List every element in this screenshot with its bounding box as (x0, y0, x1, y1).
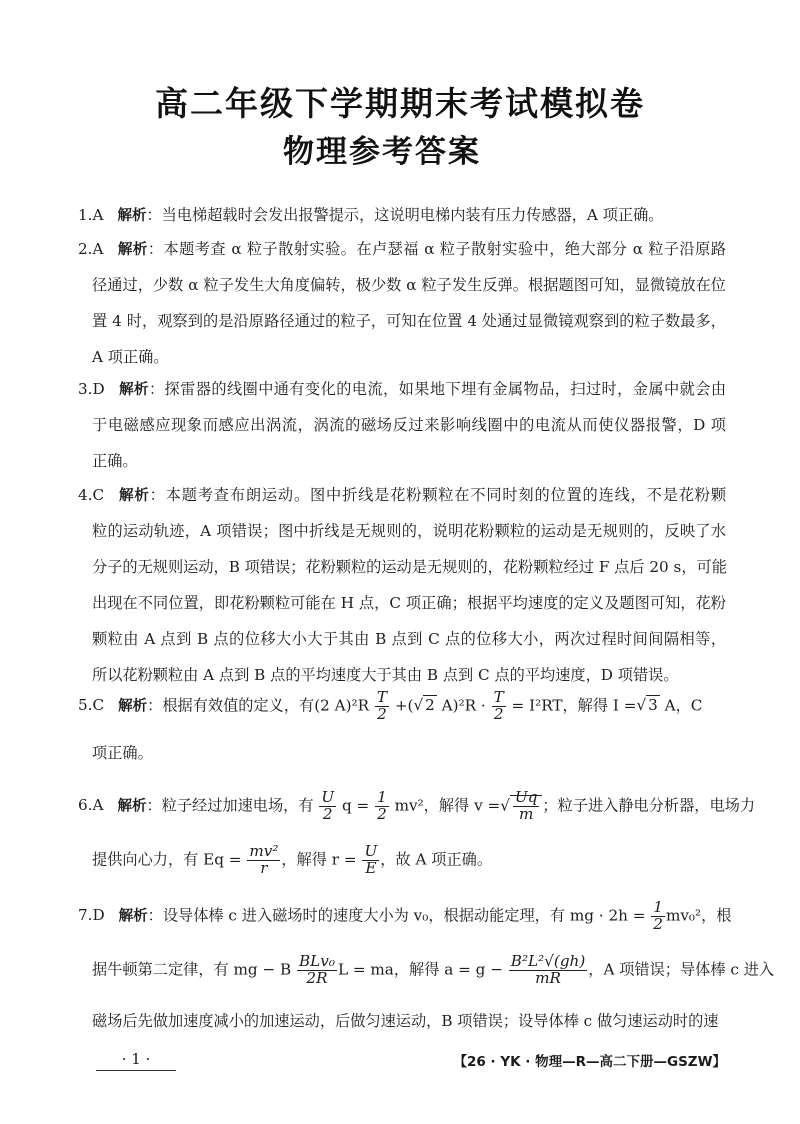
fraction-t-over-2: $\frac{T}{2}$ (493, 688, 504, 723)
analysis-label: 解析 (118, 698, 148, 715)
answer-number: 7.D (78, 906, 105, 925)
answer-line: 7.D 解析：设导体棒 c 进入磁场时的速度大小为 v₀，根据动能定理，有 mg · 2h = $\frac{1}{2}$ mv₀²，根 (78, 898, 732, 933)
answer-number: 2.A (78, 240, 104, 258)
answer-line: 径通过，少数 α 粒子发生大角度偏转，极少数 α 粒子发生反弹。根据题图可知，显微镜放在位 (92, 276, 726, 294)
answer-line: 出现在不同位置，即花粉颗粒可能在 H 点，C 项正确；根据平均速度的定义及题图可知，花粉 (92, 594, 726, 612)
answer-line: 于电磁感应现象而感应出涡流，涡流的磁场反过来影响线圈中的电流从而使仪器报警，D 项 (92, 416, 726, 434)
fraction-blv0-over-2r: $\frac{\text{BLv₀}}{2R}$ (299, 952, 335, 987)
answer-number: 6.A (78, 796, 104, 815)
answer-number: 5.C (78, 696, 105, 715)
answer-line: 据牛顿第二定律，有 mg − B $\frac{\text{BLv₀}}{2R}$ L = ma，解得 a = g − $\frac{\text{B²L²√(gh)}}{mR}$ ，A 项错误；导体棒 c 进入 (92, 952, 775, 987)
analysis-label: 解析 (118, 382, 149, 398)
page-number: · 1 · (96, 1050, 176, 1071)
answer-line: 磁场后先做加速度减小的加速运动，后做匀速运动，B 项错误；设导体棒 c 做匀速运动时的速 (92, 1012, 719, 1030)
answer-line: 正确。 (92, 452, 138, 470)
document-code: 【26 · YK · 物理—R—高二下册—GSZW】 (453, 1054, 726, 1070)
fraction-t-over-2: $\frac{T}{2}$ (376, 688, 387, 723)
answer-line: A 项正确。 (92, 348, 169, 366)
answer-number: 4.C (78, 486, 105, 504)
analysis-label: 解析 (117, 242, 148, 258)
answer-line: 置 4 时，观察到的是沿原路径通过的粒子，可知在位置 4 处通过显微镜观察到的粒子数最多， (92, 312, 726, 330)
page-title: 高二年级下学期期末考试模拟卷 (155, 84, 645, 123)
analysis-label: 解析 (118, 488, 150, 504)
answer-line: 2.A 解析：本题考查 α 粒子散射实验。在卢瑟福 α 粒子散射实验中，绝大部分 α 粒子沿原路 (78, 240, 727, 258)
answer-number: 3.D (78, 380, 105, 398)
answer-line: 5.C 解析：根据有效值的定义，有(2 A)²R $\frac{T}{2}$ +(√ 2 A)²R · $\frac{T}{2}$ = I²RT，解得 I =√ 3 A，C (78, 688, 703, 723)
sqrt-uq-over-m: √ $\frac{Uq}{m}$ (500, 790, 542, 823)
fraction-one-half: $\frac{1}{2}$ (377, 788, 387, 823)
fraction-u-over-e: $\frac{U}{E}$ (364, 842, 378, 877)
sqrt-3: √ 3 (636, 696, 658, 715)
answer-line: 所以花粉颗粒由 A 点到 B 点的平均速度大于其由 B 点到 C 点的平均速度，D 项错误。 (92, 666, 679, 684)
answer-line: 3.D 解析：探雷器的线圈中通有变化的电流，如果地下埋有金属物品，扫过时，金属中就会由 (78, 380, 727, 398)
analysis-label: 解析 (118, 908, 148, 925)
answer-line: 粒的运动轨迹，A 项错误；图中折线是无规则的，说明花粉颗粒的运动是无规则的，反映了水 (92, 522, 726, 540)
answer-number: 1.A (78, 206, 104, 224)
sqrt-2: √ 2 (413, 696, 435, 715)
answer-line: 颗粒由 A 点到 B 点的位移大小大于其由 B 点到 C 点的位移大小，两次过程时间间隔相等， (92, 630, 726, 648)
fraction-one-half: $\frac{1}{2}$ (653, 898, 663, 933)
analysis-label: 解析 (117, 798, 147, 815)
page-subtitle: 物理参考答案 (283, 134, 481, 170)
fraction-b2l2-root-gh-over-mr: $\frac{\text{B²L²√(gh)}}{mR}$ (510, 952, 586, 987)
fraction-u-over-2: $\frac{U}{2}$ (321, 788, 335, 823)
answer-line: 项正确。 (92, 744, 153, 762)
answer-line: 1.A 解析：当电梯超载时会发出报警提示，这说明电梯内装有压力传感器，A 项正确。 (78, 206, 664, 224)
fraction-mv2-over-r: $\frac{\text{mv²}}{r}$ (249, 842, 279, 877)
answer-line: 6.A 解析：粒子经过加速电场，有 $\frac{U}{2}$ q = $\frac{1}{2}$ mv²，解得 v =√ $\frac{Uq}{m}$ ；粒子进入静电分析器，电场力 (78, 788, 756, 823)
answer-line: 分子的无规则运动，B 项错误；花粉颗粒的运动是无规则的，花粉颗粒经过 F 点后 20 s，可能 (92, 558, 727, 576)
answer-line: 4.C 解析：本题考查布朗运动。图中折线是花粉颗粒在不同时刻的位置的连线，不是花粉颗 (78, 486, 727, 504)
analysis-label: 解析 (117, 208, 147, 224)
answer-line: 提供向心力，有 Eq = $\frac{\text{mv²}}{r}$ ，解得 r = $\frac{U}{E}$ ，故 A 项正确。 (92, 842, 493, 877)
